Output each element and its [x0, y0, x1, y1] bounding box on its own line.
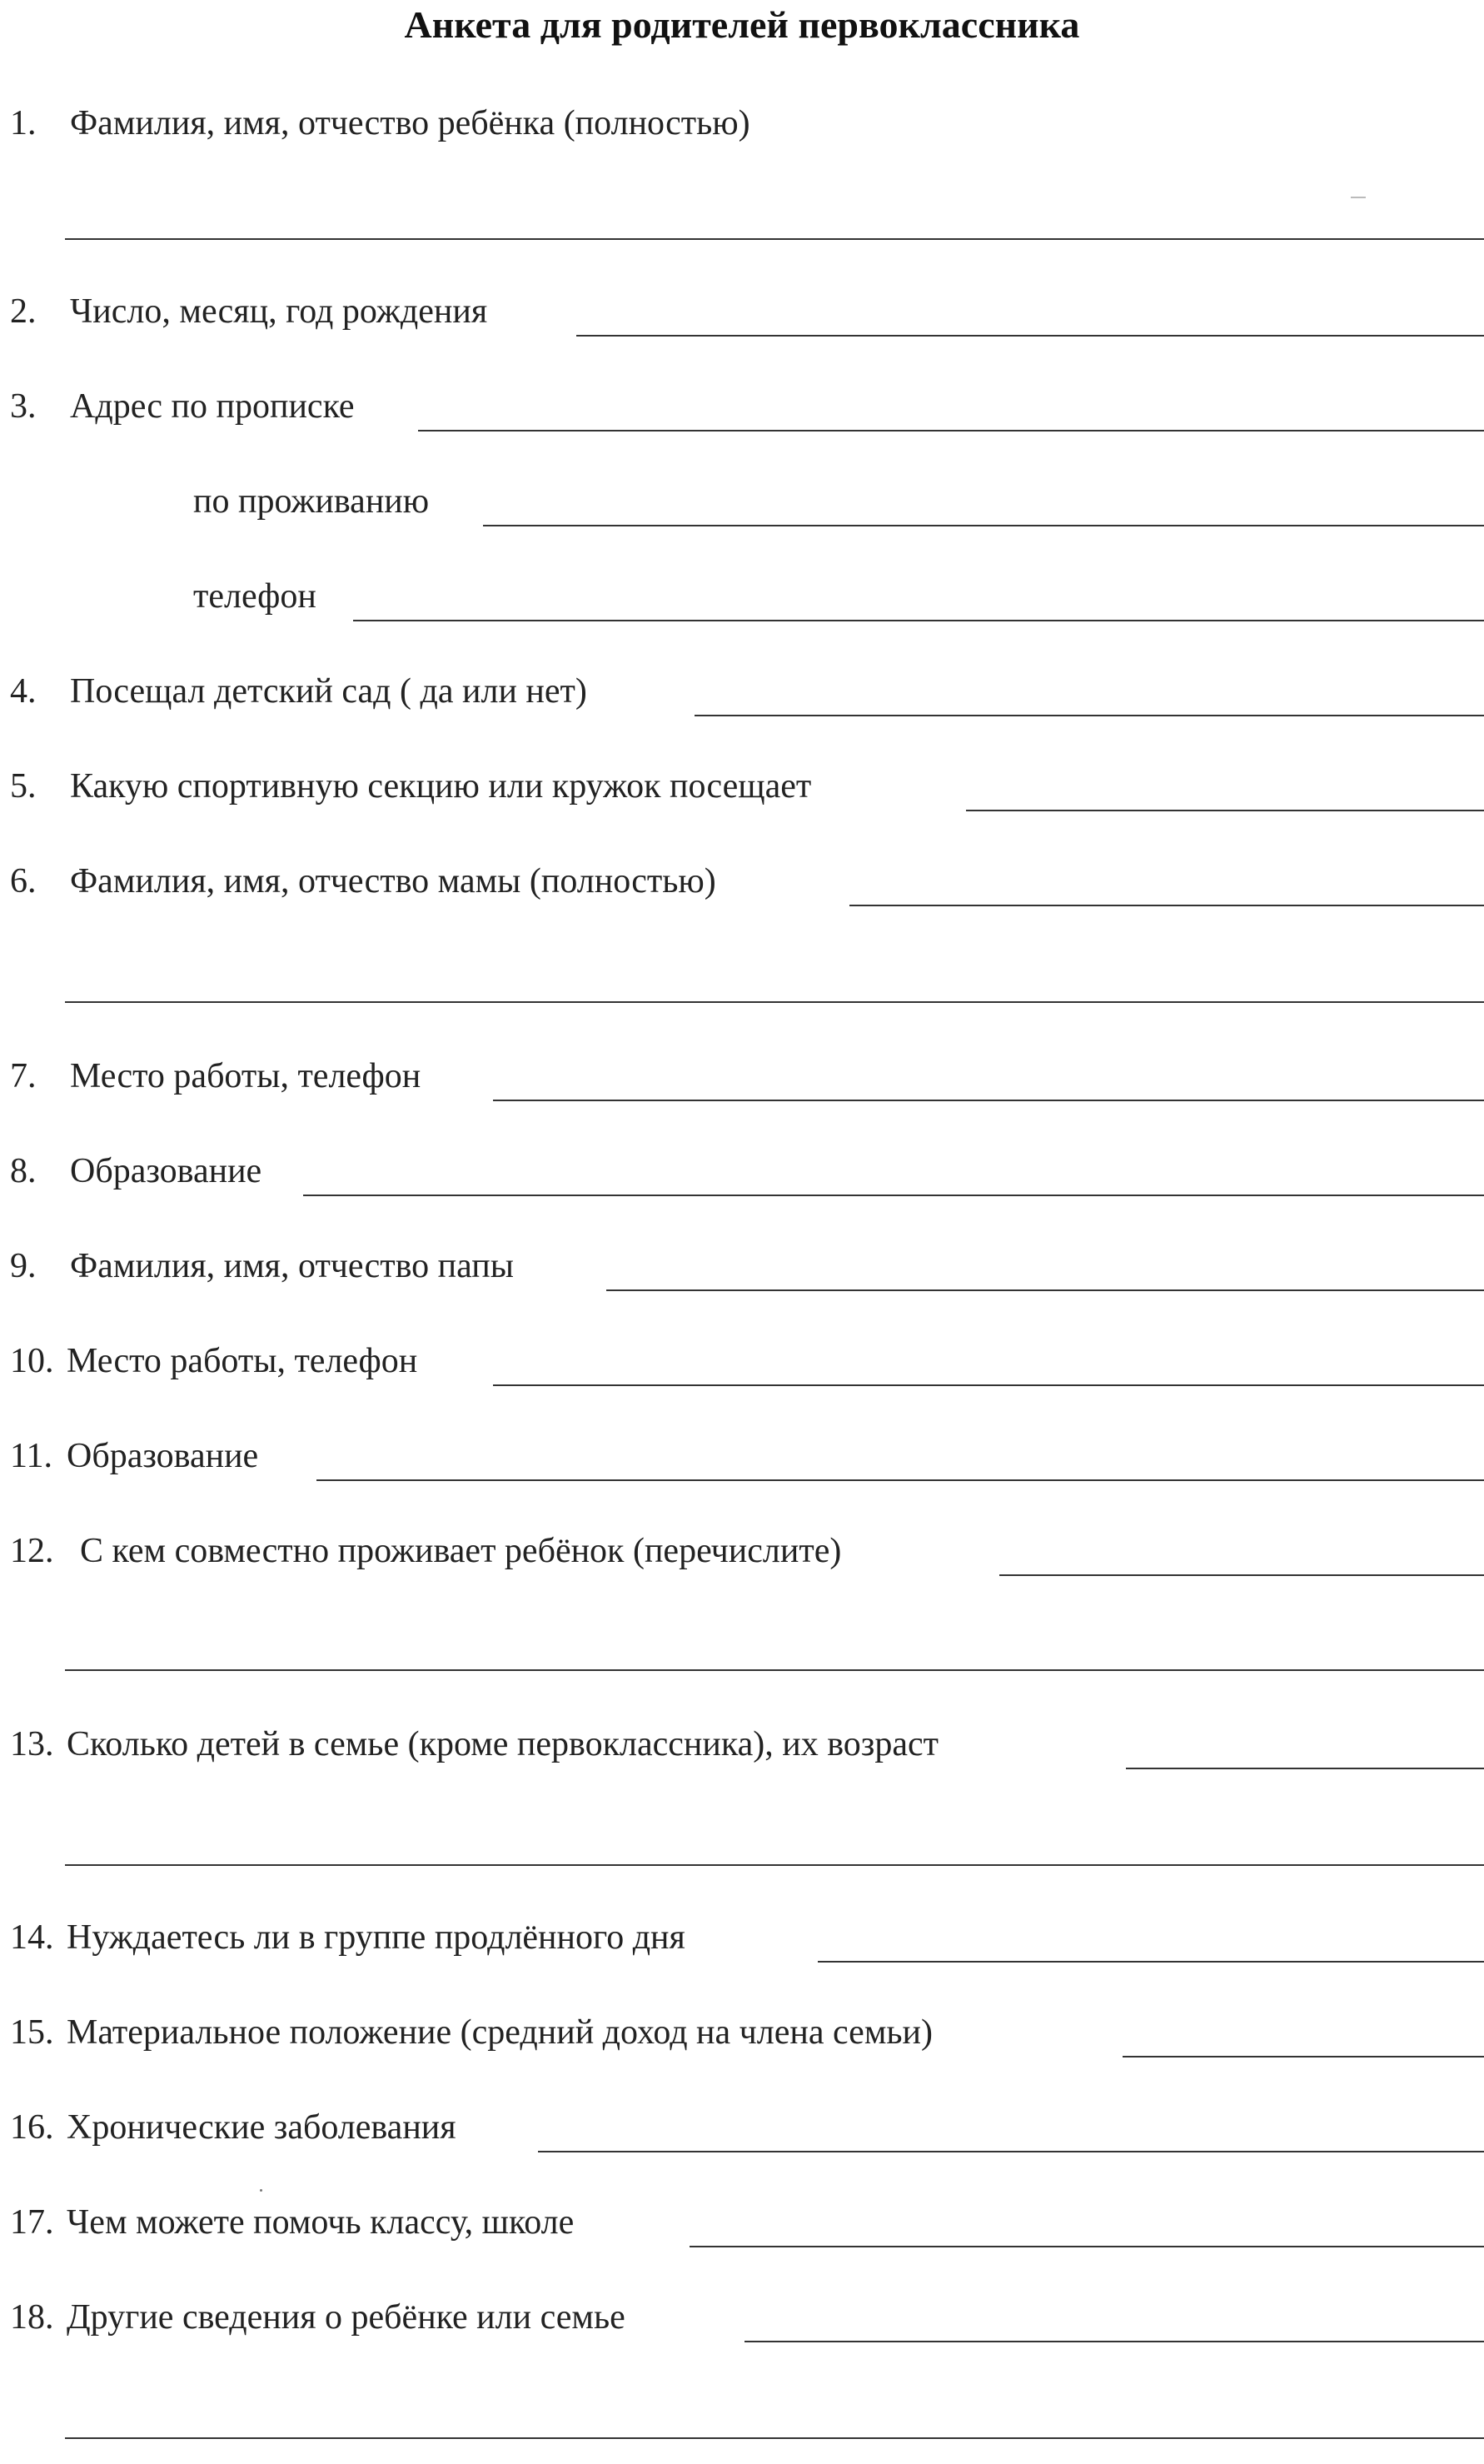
question-label: Чем можете помочь классу, школе — [67, 2203, 575, 2242]
answer-line-6[interactable] — [849, 905, 1484, 906]
question-label: Какую спортивную секцию или кружок посещает — [70, 767, 812, 806]
question-number: 2. — [10, 292, 37, 331]
answer-line-18[interactable] — [744, 2341, 1484, 2342]
question-number: 4. — [10, 672, 37, 711]
question-17 — [0, 2197, 1484, 2247]
question-7 — [0, 1051, 1484, 1101]
answer-line-6-extra[interactable] — [65, 1001, 1484, 1003]
answer-line-5[interactable] — [966, 810, 1484, 811]
answer-line-12[interactable] — [999, 1574, 1484, 1576]
question-number: 5. — [10, 767, 37, 806]
question-number: 18. — [10, 2298, 54, 2337]
question-16 — [0, 2102, 1484, 2152]
question-10 — [0, 1336, 1484, 1386]
answer-line-12-extra[interactable] — [65, 1669, 1484, 1671]
question-3-residence — [0, 476, 1484, 526]
question-9 — [0, 1241, 1484, 1291]
answer-line-9[interactable] — [606, 1289, 1484, 1291]
answer-line-10[interactable] — [493, 1384, 1484, 1386]
question-number: 8. — [10, 1152, 37, 1190]
answer-line-13[interactable] — [1126, 1768, 1484, 1769]
question-label: Другие сведения о ребёнке или семье — [67, 2298, 625, 2337]
question-label: телефон — [193, 577, 316, 616]
question-label: Образование — [67, 1437, 259, 1475]
question-8 — [0, 1146, 1484, 1196]
answer-line-4[interactable] — [695, 715, 1484, 716]
question-number: 12. — [10, 1532, 54, 1570]
question-label: Место работы, телефон — [67, 1342, 418, 1380]
question-4 — [0, 666, 1484, 716]
question-14 — [0, 1913, 1484, 1963]
answer-line-1[interactable] — [65, 238, 1484, 240]
answer-line-15[interactable] — [1123, 2056, 1484, 2057]
question-label: Хронические заболевания — [67, 2108, 456, 2147]
question-label: Нуждаетесь ли в группе продлённого дня — [67, 1918, 685, 1957]
question-11 — [0, 1431, 1484, 1481]
answer-line-8[interactable] — [303, 1195, 1484, 1196]
question-label: С кем совместно проживает ребёнок (перечислите) — [80, 1532, 842, 1570]
question-number: 16. — [10, 2108, 54, 2147]
answer-line-11[interactable] — [316, 1479, 1484, 1481]
question-number: 6. — [10, 862, 37, 900]
answer-line-3[interactable] — [418, 430, 1484, 431]
question-number: 9. — [10, 1247, 37, 1285]
scan-speck — [1351, 197, 1366, 198]
question-label: Материальное положение (средний доход на члена семьи) — [67, 2013, 934, 2052]
question-number: 15. — [10, 2013, 54, 2052]
answer-line-17[interactable] — [690, 2246, 1484, 2247]
form-title: Анкета для родителей первоклассника — [404, 3, 1080, 46]
scan-speck — [260, 2189, 262, 2192]
question-label: по проживанию — [193, 482, 430, 521]
question-label: Посещал детский сад ( да или нет) — [70, 672, 587, 711]
question-18 — [0, 2292, 1484, 2342]
question-15 — [0, 2008, 1484, 2057]
question-label: Фамилия, имя, отчество мамы (полностью) — [70, 862, 716, 900]
answer-line-3-phone[interactable] — [353, 620, 1484, 621]
question-label: Сколько детей в семье (кроме первоклассника), их возраст — [67, 1725, 939, 1763]
question-number: 13. — [10, 1725, 54, 1763]
question-13 — [0, 1719, 1484, 1769]
question-number: 14. — [10, 1918, 54, 1957]
question-6 — [0, 856, 1484, 906]
question-number: 11. — [10, 1437, 52, 1475]
question-number: 1. — [10, 104, 37, 142]
question-label: Фамилия, имя, отчество ребёнка (полностью) — [70, 104, 750, 142]
question-label: Адрес по прописке — [70, 387, 355, 426]
question-number: 3. — [10, 387, 37, 426]
question-3 — [0, 382, 1484, 431]
answer-line-18-extra[interactable] — [65, 2437, 1484, 2439]
question-12 — [0, 1526, 1484, 1576]
question-label: Место работы, телефон — [70, 1057, 421, 1095]
answer-line-7[interactable] — [493, 1100, 1484, 1101]
question-label: Число, месяц, год рождения — [70, 292, 488, 331]
answer-line-14[interactable] — [818, 1961, 1484, 1963]
answer-line-16[interactable] — [538, 2151, 1484, 2152]
question-number: 17. — [10, 2203, 54, 2242]
question-number: 7. — [10, 1057, 37, 1095]
answer-line-3-residence[interactable] — [483, 525, 1484, 526]
answer-line-13-extra[interactable] — [65, 1864, 1484, 1866]
question-5 — [0, 761, 1484, 811]
question-1 — [0, 98, 1484, 148]
question-label: Фамилия, имя, отчество папы — [70, 1247, 514, 1285]
question-number: 10. — [10, 1342, 54, 1380]
question-3-phone — [0, 571, 1484, 621]
answer-line-2[interactable] — [576, 335, 1484, 337]
question-2 — [0, 287, 1484, 337]
question-label: Образование — [70, 1152, 262, 1190]
